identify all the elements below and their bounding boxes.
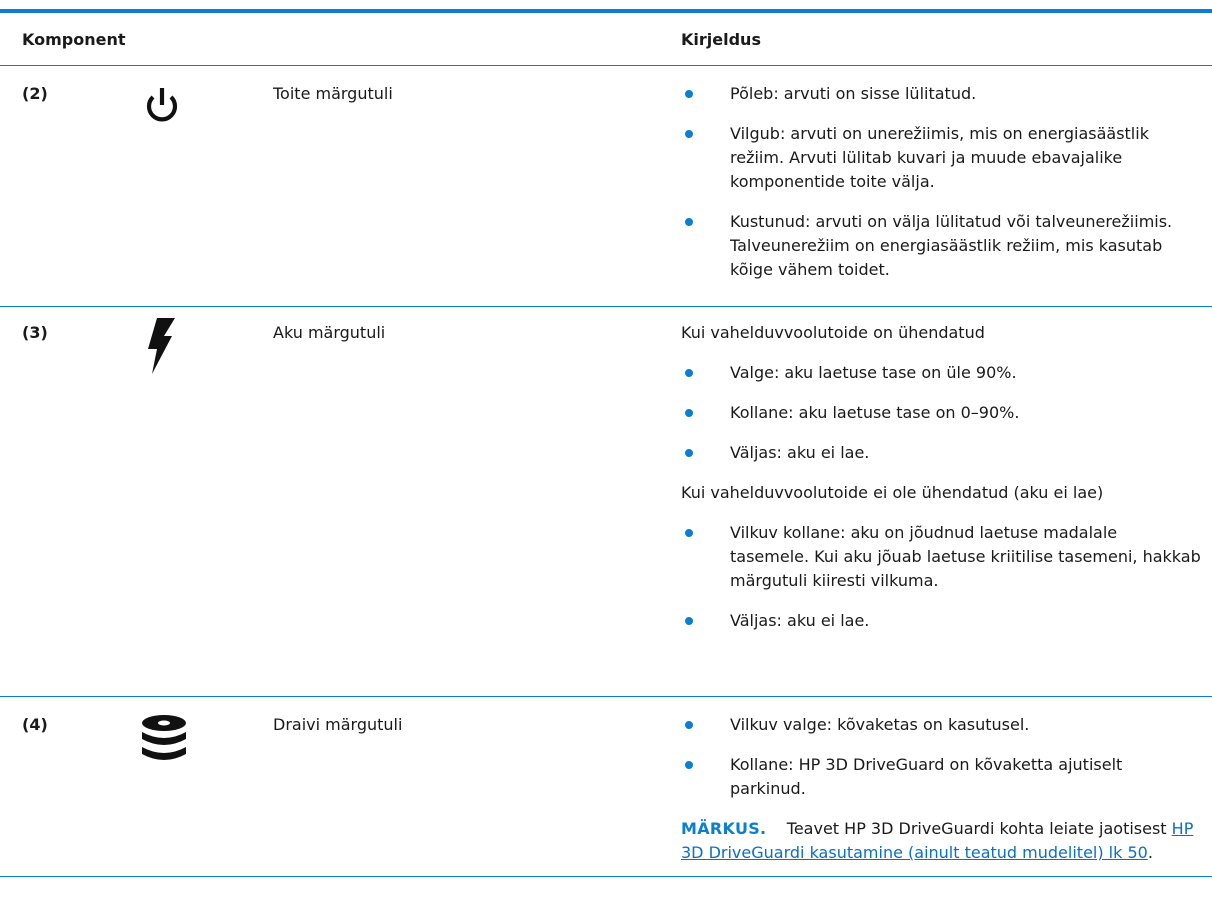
list-item: Väljas: aku ei lae. <box>681 441 1201 465</box>
table-top-rule <box>0 9 1212 13</box>
power-icon <box>140 85 184 131</box>
row-number: (3) <box>22 323 48 342</box>
list-item: Põleb: arvuti on sisse lülitatud. <box>681 82 1201 106</box>
bullet-icon <box>685 761 693 769</box>
note <box>681 817 1201 865</box>
row-number: (4) <box>22 715 48 734</box>
list-item: Väljas: aku ei lae. <box>681 609 1201 633</box>
component-name: Aku märgutuli <box>273 323 386 342</box>
condition-text: Kui vahelduvvoolutoide on ühendatud <box>681 323 985 342</box>
component-name: Draivi märgutuli <box>273 715 403 734</box>
drive-icon <box>139 714 189 766</box>
list-item: Vilkuv kollane: aku on jõudnud laetuse madalale tasemele. Kui aku jõuab laetuse kriitilise tasemeni, hakkab märgutuli kiiresti vilkuma. <box>681 521 1201 593</box>
bullet-icon <box>685 449 693 457</box>
bullet-icon <box>685 90 693 98</box>
section-link[interactable]: HP 3D DriveGuardi kasutamine (ainult teatud mudelitel) lk 50 <box>681 819 1194 862</box>
description-power-light <box>681 82 1201 282</box>
column-header-component: Komponent <box>22 30 126 49</box>
bullet-icon <box>685 617 693 625</box>
battery-lightning-icon <box>143 316 179 384</box>
note-end: . <box>1147 843 1153 862</box>
header-rule <box>0 65 1212 66</box>
bullet-icon <box>685 721 693 729</box>
list-item: Kustunud: arvuti on välja lülitatud või talveunerežiimis. Talveunerežiim on energiasäästlik režiim, mis kasutab kõige vähem toidet. <box>681 210 1201 282</box>
list-item: Kollane: aku laetuse tase on 0–90%. <box>681 401 1201 425</box>
list-item: Kollane: HP 3D DriveGuard on kõvaketta ajutiselt parkinud. <box>681 753 1201 801</box>
bullet-icon <box>685 529 693 537</box>
description-drive-light <box>681 713 1201 865</box>
row-divider <box>0 306 1212 307</box>
bullet-icon <box>685 369 693 377</box>
condition-text: Kui vahelduvvoolutoide ei ole ühendatud (aku ei lae) <box>681 483 1104 502</box>
list-item: Vilkuv valge: kõvaketas on kasutusel. <box>681 713 1201 737</box>
column-header-description: Kirjeldus <box>681 30 761 49</box>
list-item: Vilgub: arvuti on unerežiimis, mis on energiasäästlik režiim. Arvuti lülitab kuvari ja muude ebavajalike komponentide toite välja. <box>681 122 1201 194</box>
bullet-icon <box>685 409 693 417</box>
table-bottom-rule <box>0 876 1212 877</box>
note-label: MÄRKUS. <box>681 819 767 838</box>
description-battery-light <box>681 321 1201 633</box>
row-number: (2) <box>22 84 48 103</box>
bullet-icon <box>685 218 693 226</box>
list-item: Valge: aku laetuse tase on üle 90%. <box>681 361 1201 385</box>
row-divider <box>0 696 1212 697</box>
component-name: Toite märgutuli <box>273 84 393 103</box>
bullet-icon <box>685 130 693 138</box>
note-text: Teavet HP 3D DriveGuardi kohta leiate jaotisest <box>786 819 1167 838</box>
